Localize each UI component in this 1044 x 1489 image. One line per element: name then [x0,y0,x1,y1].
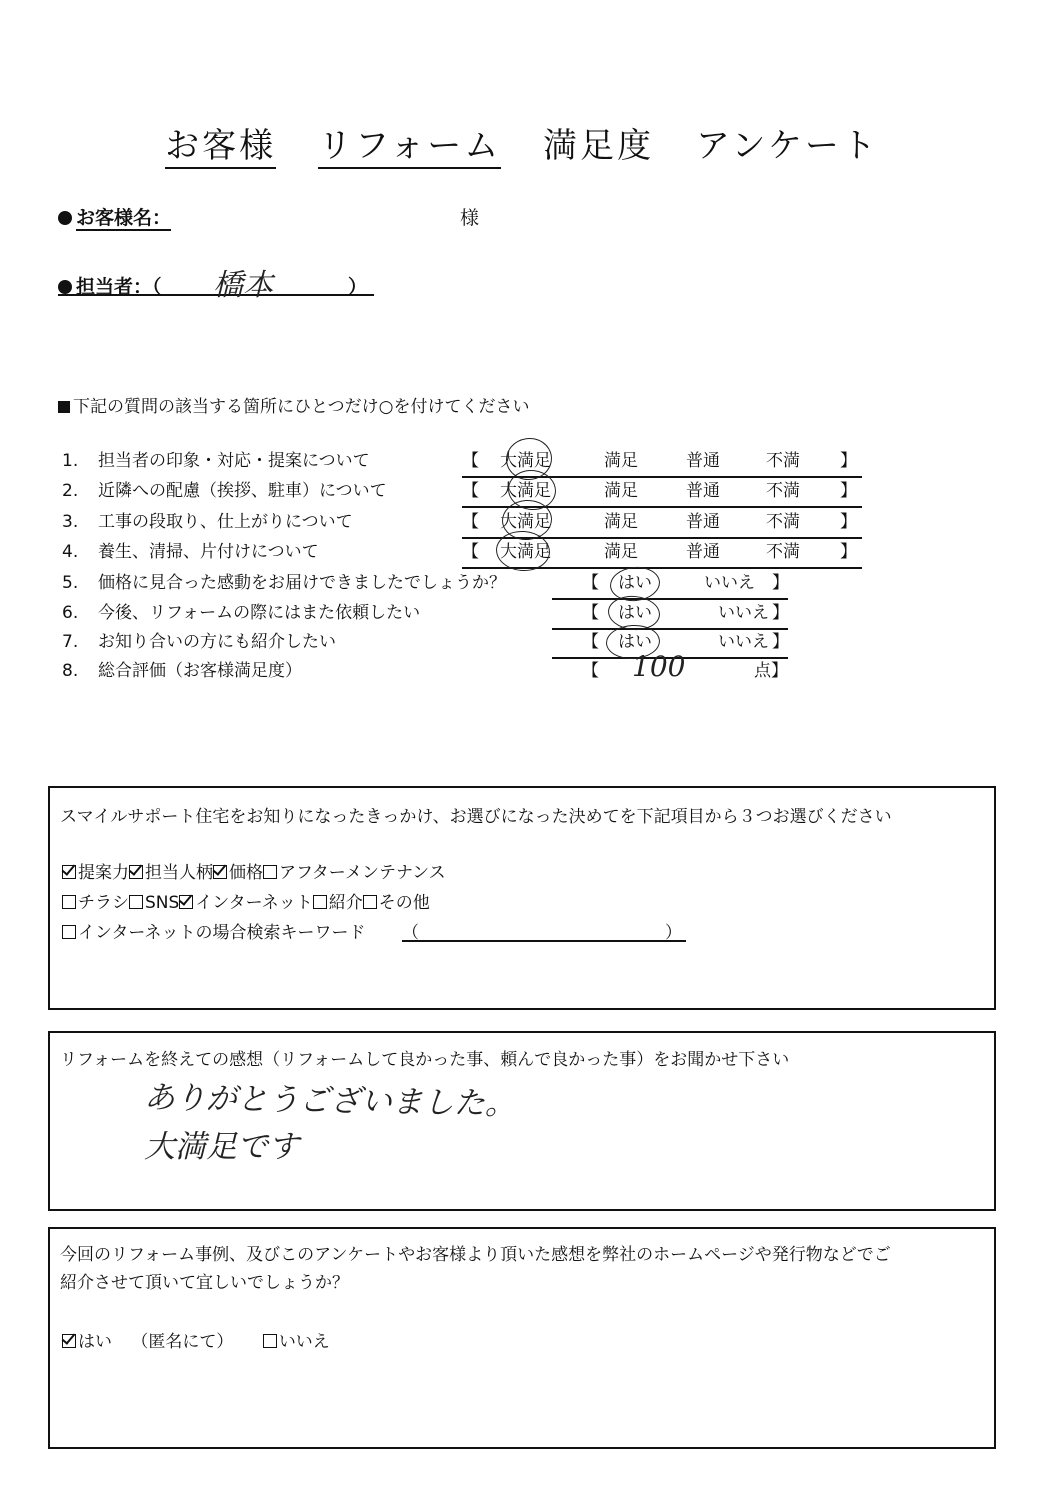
checkbox-sns[interactable]: SNS [129,893,179,913]
option-normal: 普通 [686,481,720,501]
customer-name-label: お客様名： [58,203,171,230]
checkbox-proposal[interactable]: 提案力 [62,863,129,883]
customer-honorific: 様 [460,207,480,229]
option-dissatisfied: 不満 [766,451,800,471]
checkbox-keyword[interactable]: インターネットの場合検索キーワード [62,923,365,943]
option-very-satisfied: 大満足 [500,512,551,532]
question-8: 8. 総合評価（お客様満足度） [62,661,302,681]
staff-field [58,268,374,303]
bullet-icon [58,211,72,225]
option-yes: はい [618,603,652,623]
option-satisfied: 満足 [604,481,638,501]
rating-options-1: 【 大満足 満足 普通 不満 】 [462,446,862,478]
option-very-satisfied: 大満足 [500,451,551,471]
trigger-section-title: スマイルサポート住宅をお知りになったきっかけ、お選びになった決めてを下記項目から３つお選びください [60,807,892,827]
option-yes: はい [618,573,652,593]
option-no: いいえ [704,573,755,593]
trigger-section [48,786,996,1010]
yesno-options-7: 【 はい いいえ 】 [552,627,788,659]
question-4: 4. 養生、清掃、片付けについて [62,542,319,562]
option-yes: はい [618,632,652,652]
impressions-section [48,1031,996,1211]
option-normal: 普通 [686,512,720,532]
option-normal: 普通 [686,542,720,562]
keyword-input[interactable]: （ ） [402,918,686,942]
publication-consent-section [48,1227,996,1449]
question-3: 3. 工事の段取り、仕上がりについて [62,512,353,532]
keyword-row [62,918,686,942]
checkbox-staff-personality[interactable]: 担当人柄 [129,863,213,883]
checkbox-internet[interactable]: インターネット [179,893,312,913]
option-dissatisfied: 不満 [766,512,800,532]
checkbox-flyer[interactable]: チラシ [62,893,129,913]
yesno-options-5: 【 はい いいえ 】 [552,568,788,600]
option-no: いいえ [718,632,769,652]
bullet-icon [58,280,72,294]
title-part-satisfaction: 満足度 [543,126,655,166]
score-field: 【 100 点】 [582,650,788,683]
checkbox-consent-yes[interactable]: はい [62,1332,112,1352]
instruction-text: 下記の質問の該当する箇所にひとつだけ○を付けてください [58,392,530,417]
trigger-row-2 [62,888,430,913]
question-7: 7. お知り合いの方にも紹介したい [62,632,336,652]
option-very-satisfied: 大満足 [500,481,551,501]
checkbox-price[interactable]: 価格 [213,863,263,883]
option-satisfied: 満足 [604,451,638,471]
option-very-satisfied: 大満足 [500,542,551,562]
title-part-reform: リフォーム [318,118,501,169]
square-bullet-icon [58,401,70,413]
option-dissatisfied: 不満 [766,542,800,562]
staff-name-handwritten: 橋本 [213,268,273,303]
checkbox-consent-no[interactable]: いいえ [263,1332,330,1352]
anonymous-note: （匿名にて） [131,1332,234,1352]
consent-options [62,1327,330,1352]
option-no: いいえ [718,603,769,623]
yesno-options-6: 【 はい いいえ 】 [552,598,788,630]
rating-options-4: 【 大満足 満足 普通 不満 】 [462,537,862,569]
rating-options-3: 【 大満足 満足 普通 不満 】 [462,507,862,539]
option-dissatisfied: 不満 [766,481,800,501]
question-5: 5. 価格に見合った感動をお届けできましたでしょうか？ [62,573,506,593]
question-1: 1. 担当者の印象・対応・提案について [62,451,370,471]
checkbox-other[interactable]: その他 [363,893,430,913]
staff-label: 担当者：（ [76,276,162,298]
title-part-customer: お客様 [165,118,276,169]
rating-options-2: 【 大満足 満足 普通 不満 】 [462,476,862,508]
checkbox-referral[interactable]: 紹介 [313,893,363,913]
question-6: 6. 今後、リフォームの際にはまた依頼したい [62,603,421,623]
page-title [0,118,1044,169]
impression-handwritten-line-2: 大満足です [144,1129,299,1165]
trigger-row-1 [62,858,446,883]
score-value-handwritten: 100 [632,650,686,683]
title-part-survey: アンケート [695,126,879,166]
staff-close-paren: ） [348,276,368,298]
option-satisfied: 満足 [604,512,638,532]
checkbox-after-maintenance[interactable]: アフターメンテナンス [263,863,446,883]
consent-question: 今回のリフォーム事例、及びこのアンケートやお客様より頂いた感想を弊社のホームページや発行物などでご 紹介させて頂いて宜しいでしょうか？ [60,1245,891,1293]
option-normal: 普通 [686,451,720,471]
impression-handwritten-line-1: ありがとうございました。 [143,1079,517,1123]
question-2: 2. 近隣への配慮（挨拶、駐車）について [62,481,387,501]
option-satisfied: 満足 [604,542,638,562]
impressions-section-title: リフォームを終えての感想（リフォームして良かった事、頼んで良かった事）をお聞かせ下さい [60,1050,790,1070]
